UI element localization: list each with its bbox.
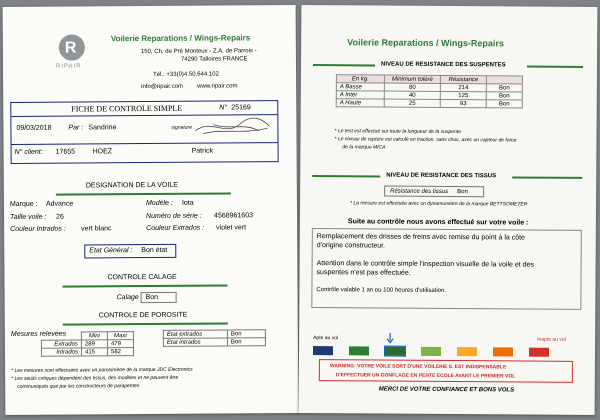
company-title: Voilerie Reparations / Wings-Repairs: [110, 33, 251, 44]
email: info@ripair.com: [141, 83, 183, 91]
tissus-label: Résistance des tissus: [390, 188, 449, 196]
scale-swatch: [349, 346, 369, 355]
etat-intrados-value: Bon: [227, 338, 265, 346]
scale-swatch: [493, 347, 513, 356]
phone: Tél.: +33(0)4.50.644.102: [153, 71, 219, 78]
porosity-table: [41, 331, 134, 357]
porosity-maxi: 479: [107, 340, 133, 348]
tissus-value: Bon: [457, 189, 468, 196]
porosite-underline: [63, 322, 228, 325]
address-line-2: 74290 Talloires FRANCE: [180, 56, 248, 63]
calage-title: CONTROLE CALAGE: [107, 273, 177, 282]
ripair-logo-icon: R: [59, 34, 85, 60]
porosite-footnote-3: communiqués que par les constructeurs de parapentes: [17, 383, 140, 390]
scale-swatch-selected: [385, 347, 405, 356]
designation-underline: [56, 192, 231, 195]
fiche-no-label: N°: [219, 104, 228, 112]
fiche-date: 09/03/2018: [16, 124, 52, 132]
client-last-name: HOEZ: [92, 148, 113, 156]
susp-etat: Bon: [486, 92, 522, 100]
porosity-maxi: 582: [107, 348, 133, 356]
etat-general-box: [84, 244, 176, 259]
susp-res: 214: [440, 83, 486, 91]
right-title: Voilerie Reparations / Wings-Repairs: [347, 37, 504, 49]
susp-name: A Basse: [336, 83, 384, 91]
susp-header: Résistance: [440, 75, 486, 83]
designation-title: DESIGNATION DE LA VOILE: [85, 181, 178, 190]
susp-header: [486, 76, 522, 84]
suite-text-1b: d'origine constructeur.: [316, 242, 386, 250]
table-row: [336, 99, 522, 108]
client-first-name: Patrick: [191, 147, 214, 155]
right-page: [299, 5, 598, 415]
porosity-row-label: Extrados: [41, 340, 81, 348]
apte-label: Apte au vol: [313, 335, 339, 342]
fiche-number: 25169: [231, 104, 251, 112]
porosity-row-label: Intrados: [41, 348, 81, 356]
taille-value: 26: [56, 213, 64, 221]
tissus-line-left: [312, 175, 380, 177]
scale-swatch: [313, 346, 333, 355]
susp-header: En kg.: [336, 75, 384, 83]
scale-swatch: [457, 347, 477, 356]
susp-min: 80: [384, 83, 440, 91]
suite-text-1: Remplacement des drisses de freins avec remise du point à la côte: [316, 233, 526, 242]
susp-name: A Haute: [336, 99, 384, 107]
marque-value: Advance: [45, 200, 74, 208]
address-line-1: 150, Ch. de Pré Monteux - Z.A. de Parrois -: [140, 48, 257, 56]
etat-general-label: Etat Général :: [89, 247, 133, 255]
fiche-title: FICHE DE CONTROLE SIMPLE: [71, 103, 183, 114]
suspentes-title: NIVEAU DE RESISTANCE DES SUSPENTES: [380, 61, 506, 69]
susp-note-3: de la marque MICA: [342, 144, 386, 151]
modele-label: Modèle :: [145, 199, 173, 208]
par-label: Par :: [68, 124, 84, 132]
porosity-mini: 289: [81, 340, 107, 348]
client-number: 17655: [55, 148, 76, 156]
maxi-header: Maxi: [107, 332, 133, 340]
calage-underline: [63, 284, 228, 287]
warning-box: [319, 359, 573, 383]
signature-scribble: [193, 116, 273, 139]
tissus-title: NIVEAU DE RESISTANCE DES TISSUS: [386, 172, 497, 180]
susp-header: Minimum toléré: [384, 75, 440, 83]
tissus-line-right: [512, 176, 582, 178]
fiche-box: [10, 100, 278, 164]
porosite-title: CONTROLE DE POROSITE: [98, 311, 188, 320]
calage-value-box: [141, 292, 177, 303]
marque-label: Marque :: [9, 200, 38, 208]
couleur-intrados-value: vert blanc: [81, 225, 112, 233]
tissus-note: * La mesure est effectuée avec un dynamomètre de la marque BETTSOMETER: [350, 200, 528, 208]
porosite-footnote-1: * Les mesures sont effectuées avec un porosimètre de la marque JDC Electronics: [11, 366, 193, 374]
calage-label: Calage: [116, 294, 139, 302]
susp-min: 25: [384, 99, 440, 107]
susp-res: 93: [440, 99, 486, 107]
etat-general-value: Bon état: [141, 246, 168, 255]
warning-line-2: D'EFFECTUER UN GONFLAGE EN PENTE ECOLE AVANT LE PREMIER VOL: [335, 372, 516, 380]
etat-table: [163, 329, 266, 347]
suite-box: [311, 228, 582, 310]
signature-label: signature: [171, 124, 193, 131]
serie-value: 4568961603: [214, 212, 254, 220]
modele-value: Iota: [181, 199, 194, 207]
susp-etat: Bon: [486, 100, 522, 108]
suite-text-3: Contrôle valable 1 an ou 100 heures d'utilisation.: [316, 287, 447, 294]
suite-title: Suite au contrôle nous avons effectué sur votre voile :: [347, 218, 529, 227]
mini-header: Mini: [81, 332, 107, 340]
mesures-label: Mesures relevées: [10, 330, 67, 338]
arrow-down-icon: [385, 333, 395, 345]
couleur-extrados-label: Couleur Extrados :: [146, 224, 205, 233]
susp-name: A Inter: [336, 91, 384, 99]
couleur-intrados-label: Couleur Intrados :: [10, 225, 66, 233]
logo-text: RIPAIR: [55, 63, 82, 70]
thanks-text: MERCI DE VOTRE CONFIANCE ET BONS VOLS: [378, 386, 515, 394]
website: www.ripair.com: [197, 83, 238, 90]
porosity-row: [41, 348, 133, 357]
aptitude-color-scale: [313, 346, 583, 357]
suspentes-line-right: [527, 66, 583, 68]
tissus-box: [384, 186, 484, 198]
susp-note-2: * Le niveau de rupture est calculé en traction, sans choc, avec un capteur de force: [334, 136, 517, 144]
susp-res: 125: [440, 91, 486, 99]
scale-swatch: [529, 348, 549, 357]
susp-note-1: * Le test est effectué sur toute la longueur de la suspente: [334, 128, 462, 136]
susp-min: 40: [384, 91, 440, 99]
etat-intrados-label: Etat intrados: [163, 338, 227, 346]
suspentes-table: [336, 74, 523, 108]
inapte-label: Inapte au vol: [537, 336, 566, 343]
taille-label: Taille voile :: [10, 213, 47, 221]
par-name: Sandrine: [88, 124, 117, 132]
client-label: N° client:: [14, 148, 43, 156]
calage-value: Bon: [145, 293, 159, 302]
left-page: [3, 5, 299, 415]
porosite-footnote-2: * Les seuils critiques dépendent des tissus, des modèles et ne peuvent être: [11, 374, 179, 382]
couleur-extrados-value: violet vert: [216, 224, 247, 232]
etat-extrados-value: Bon: [227, 330, 265, 338]
susp-etat: Bon: [486, 84, 522, 92]
scale-swatch: [421, 347, 441, 356]
suite-text-2: Attention dans le contrôle simple l'inspection visuelle de la voile et des: [316, 260, 534, 269]
suspentes-line-left: [313, 64, 375, 66]
warning-line-1: WARNING: VOTRE VOILE SORT D'UNE VOILERIE IL EST INDISPENSABLE: [329, 363, 507, 371]
suite-text-2b: suspentes n'est pas effectuée.: [316, 269, 411, 277]
etat-extrados-label: Etat extrados: [163, 330, 227, 338]
porosity-mini: 415: [81, 348, 107, 356]
serie-label: Numéro de série :: [146, 212, 202, 221]
